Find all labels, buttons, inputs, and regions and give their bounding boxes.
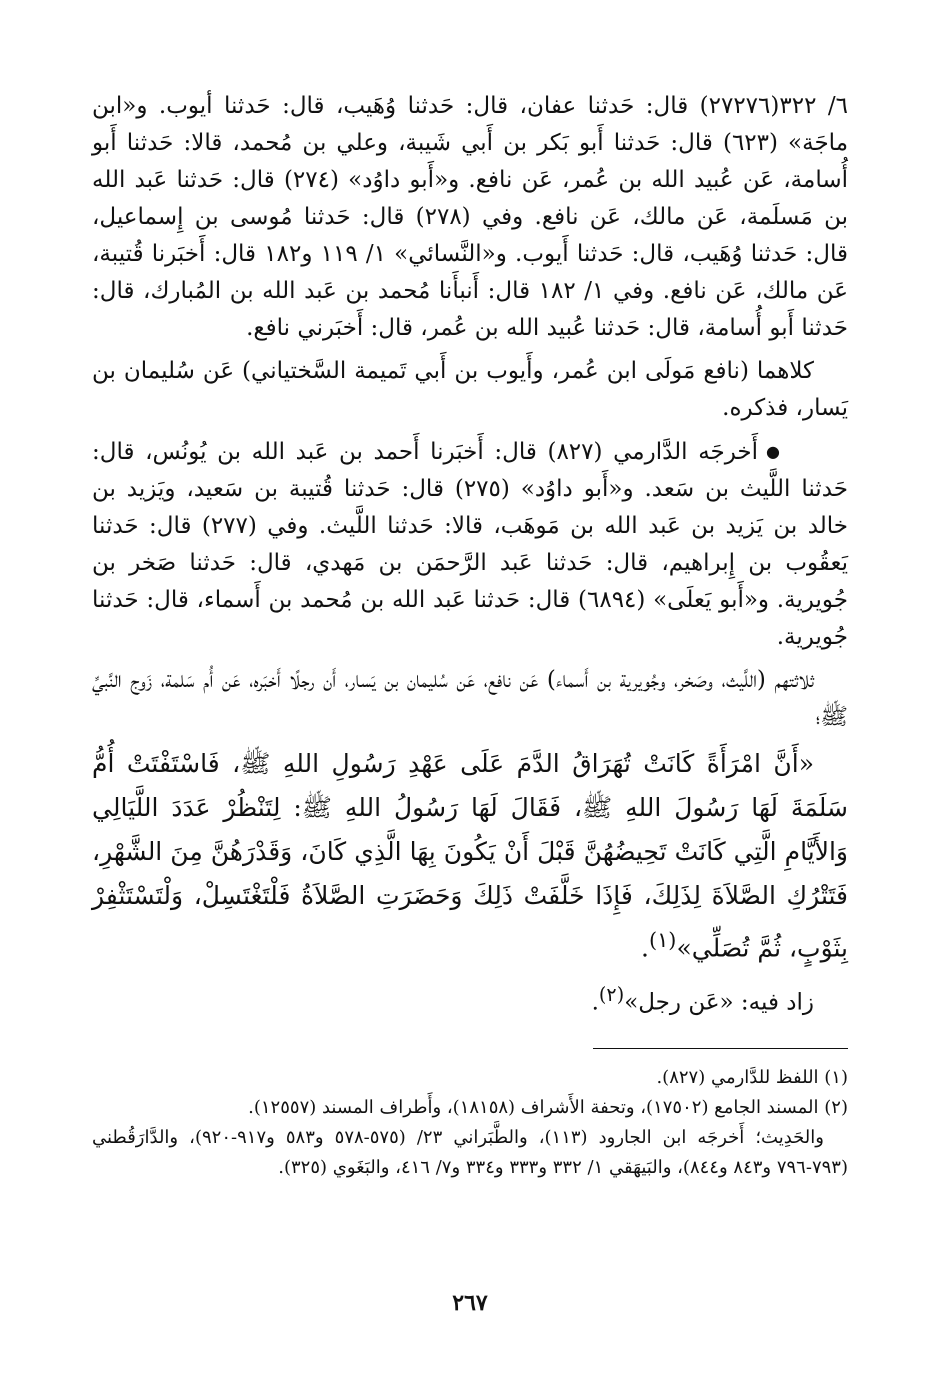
footnote-ref-1: (١) <box>648 928 677 952</box>
paragraph-isnad-summary-1: كلاهما (نافع مَولَى ابن عُمر، وأَيوب بن أَبي تَميمة السَّختياني) عَن سُليمان بن يَسار، فذكره. <box>92 358 848 421</box>
paragraph-isnad-2-text: أَخرجَه الدَّارمي (٨٢٧) قال: أَخبَرنا أَحمد بن عَبد الله بن يُونُس، قال: حَدثنا اللَّيث بن سَعد. و«أَبو داوُد» (٢٧٥) قال: حَدثنا قُتيبة بن سَعيد، ويَزيد بن خالد بن يَزيد بن عَبد الله بن مَوهَب، قالا: حَدثنا اللَّيث. وفي (٢٧٧) قال: حَدثنا يَعقُوب بن إِبراهيم، قال: حَدثنا عَبد الرَّحمَن بن مَهدي، قال: حَدثنا صَخر بن جُويرية. و«أَبو يَعلَى» (٦٨٩٤) قال: حَدثنا عَبد الله بن مُحمد بن أَسماء، قال: حَدثنا جُويرية. <box>92 439 848 650</box>
paragraph-isnad-1: ٦/ ٣٢٢(٢٧٢٧٦) قال: حَدثنا عفان، قال: حَدثنا وُهَيب، قال: حَدثنا أيوب. و«ابن ماجَة» (٦٢٣) قال: حَدثنا أَبو بَكر بن أَبي شَيبة، وعلي بن مُحمد، قالا: حَدثنا أَبو أُسامة، عَن عُبيد الله بن عُمر، عَن نافع. و«أَبو داوُد» (٢٧٤) قال: حَدثنا عَبد الله بن مَسلَمة، عَن مالك، عَن نافع. وفي (٢٧٨) قال: حَدثنا مُوسى بن إِسماعيل، قال: حَدثنا وُهَيب، قال: حَدثنا أَيوب. و«النَّسائي» ١/ ١١٩ و١٨٢ قال: أَخبَرنا قُتيبة، عَن مالك، عَن نافع. وفي ١/ ١٨٢ قال: أَنبأَنا مُحمد بن عَبد الله بن المُبارك، قال: حَدثنا أَبو أُسامة، قال: حَدثنا عُبيد الله بن عُمر، قال: أَخبَرني نافع. <box>92 93 849 341</box>
footnote-divider <box>593 1048 848 1049</box>
bullet-icon: ● <box>766 442 781 461</box>
hadith-end-punct: . <box>641 933 649 963</box>
addition-end-punct: . <box>591 989 599 1016</box>
paragraph-addition <box>92 976 848 1022</box>
paragraph-isnad-summary-2: ثلاثتهم (اللَّيث، وصَخر، وجُويرية بن أَسماء) عَن نافع، عَن سُليمان بن يَسار، أَن رجلًا أَخبَره، عَن أُم سَلمة، زَوج النَّبيِّ ﷺ؛ <box>92 667 848 730</box>
hadith-text <box>92 742 848 970</box>
footnote-ref-2: (٢) <box>598 983 625 1007</box>
paragraph-isnad-2 <box>92 433 848 656</box>
main-text <box>92 88 848 1022</box>
footnotes <box>92 1063 848 1183</box>
page-number: ٢٦٧ <box>452 1290 488 1316</box>
hadith-body: «أَنَّ امْرَأَةً كَانَتْ تُهَرَاقُ الدَّمَ عَلَى عَهْدِ رَسُولِ اللهِ ﷺ، فَاسْتَفْتَتْ أُمُّ سَلَمَةَ لَهَا رَسُولَ اللهِ ﷺ، فَقَالَ لَهَا رَسُولُ اللهِ ﷺ: لِتَنْظُرْ عَدَدَ اللَّيَالِي وَالأَيَّامِ الَّتِي كَانَتْ تَحِيضُهُنَّ قَبْلَ أَنْ يَكُونَ بِهَا الَّذِي كَانَ، وَقَدْرَهُنَّ مِنَ الشَّهْرِ، فَتَتْرُكِ الصَّلاَةَ لِذَلِكَ، فَإِذَا خَلَّفَتْ ذَلِكَ وَحَضَرَتِ الصَّلاَةُ فَلْتَغْتَسِلْ، وَلْتَسْتَثْفِرْ بِثَوْبٍ، ثُمَّ تُصَلِّي» <box>92 749 849 963</box>
footnote-2-continuation: والحَدِيث؛ أَخرجَه ابن الجارود (١١٣)، والطَّبَراني ٢٣/ (٥٧٥-٥٧٨ و٥٨٣ و٩١٧-٩٢٠)، والدَّارَقُطني (٧٩٣-٧٩٦ و٨٤٣ و٨٤٤)، والبَيهَقي ١/ ٣٣٢ و٣٣٣ و٣٣٤ و٧/ ٤١٦، والبَغَوي (٣٢٥). <box>92 1126 848 1178</box>
addition-text: زاد فيه: «عَن رجل» <box>624 989 814 1016</box>
footnote-1: (١) اللفظ للدَّارمي (٨٢٧). <box>656 1066 848 1088</box>
footnote-2: (٢) المسند الجامع (١٧٥٠٢)، وتحفة الأَشراف (١٨١٥٨)، وأَطراف المسند (١٢٥٥٧). <box>248 1096 848 1118</box>
